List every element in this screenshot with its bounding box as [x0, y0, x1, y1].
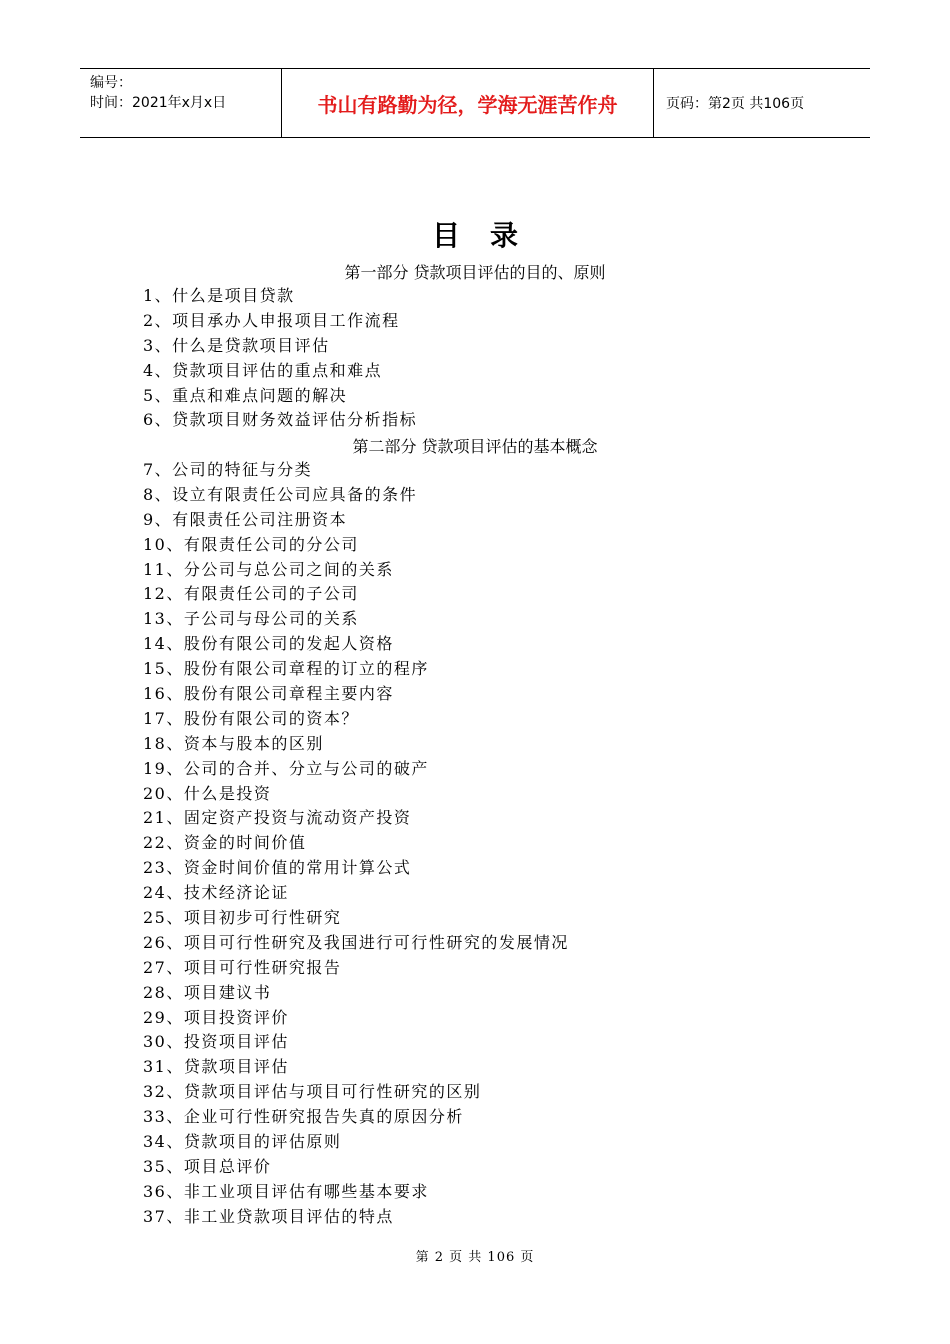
toc-item: 26、项目可行性研究及我国进行可行性研究的发展情况 — [143, 932, 569, 952]
toc-item: 10、有限责任公司的分公司 — [143, 534, 359, 554]
toc-item: 31、贷款项目评估 — [143, 1057, 289, 1077]
header-meta — [80, 69, 282, 137]
toc-item: 9、有限责任公司注册资本 — [143, 509, 348, 529]
toc-item: 28、项目建议书 — [143, 982, 272, 1002]
number-label: 编号： — [90, 75, 132, 91]
part1-list — [143, 284, 417, 433]
page-footer: 第 2 页 共 106 页 — [415, 1250, 535, 1265]
toc-item: 33、企业可行性研究报告失真的原因分析 — [143, 1107, 464, 1127]
toc-item: 16、股份有限公司章程主要内容 — [143, 684, 394, 704]
toc-item: 34、贷款项目的评估原则 — [143, 1132, 342, 1152]
toc-item: 27、项目可行性研究报告 — [143, 957, 342, 977]
toc-item: 5、重点和难点问题的解决 — [143, 385, 348, 405]
toc-item: 32、贷款项目评估与项目可行性研究的区别 — [143, 1082, 482, 1102]
toc-item: 2、项目承办人申报项目工作流程 — [143, 310, 400, 330]
page-header — [80, 68, 870, 138]
toc-item: 1、什么是项目贷款 — [143, 286, 295, 305]
toc-item: 15、股份有限公司章程的订立的程序 — [143, 659, 429, 679]
toc-item: 20、什么是投资 — [143, 783, 272, 803]
toc-item: 12、有限责任公司的子公司 — [143, 584, 359, 604]
header-motto: 书山有路勤为径，学海无涯苦作舟 — [282, 69, 654, 137]
toc-item: 36、非工业项目评估有哪些基本要求 — [143, 1181, 429, 1201]
part2-heading: 第二部分 贷款项目评估的基本概念 — [352, 437, 598, 456]
toc-item: 18、资本与股本的区别 — [143, 733, 324, 753]
toc-item: 35、项目总评价 — [143, 1156, 272, 1176]
toc-item: 30、投资项目评估 — [143, 1032, 289, 1052]
toc-item: 19、公司的合并、分立与公司的破产 — [143, 758, 429, 778]
toc-item: 14、股份有限公司的发起人资格 — [143, 634, 394, 654]
part1-heading: 第一部分 贷款项目评估的目的、原则 — [344, 263, 606, 282]
toc-title: 目录 — [431, 219, 548, 252]
toc-item: 21、固定资产投资与流动资产投资 — [143, 808, 412, 828]
toc-item: 6、贷款项目财务效益评估分析指标 — [143, 410, 418, 430]
toc-item: 37、非工业贷款项目评估的特点 — [143, 1206, 394, 1226]
toc-item: 24、技术经济论证 — [143, 883, 289, 903]
toc-item: 17、股份有限公司的资本？ — [143, 708, 359, 728]
toc-item: 11、分公司与总公司之间的关系 — [143, 559, 394, 579]
toc-item: 23、资金时间价值的常用计算公式 — [143, 858, 412, 878]
toc-item: 4、贷款项目评估的重点和难点 — [143, 360, 383, 380]
time-label: 时间：2021年x月x日 — [90, 95, 227, 111]
toc-item: 7、公司的特征与分类 — [143, 460, 313, 479]
toc-item: 22、资金的时间价值 — [143, 833, 307, 853]
part2-list — [143, 458, 569, 1230]
toc-item: 25、项目初步可行性研究 — [143, 908, 342, 928]
toc-item: 8、设立有限责任公司应具备的条件 — [143, 484, 418, 504]
header-page-info: 页码：第2页 共106页 — [666, 96, 805, 112]
toc-item: 13、子公司与母公司的关系 — [143, 609, 359, 629]
toc-item: 29、项目投资评价 — [143, 1007, 289, 1027]
toc-item: 3、什么是贷款项目评估 — [143, 335, 330, 355]
